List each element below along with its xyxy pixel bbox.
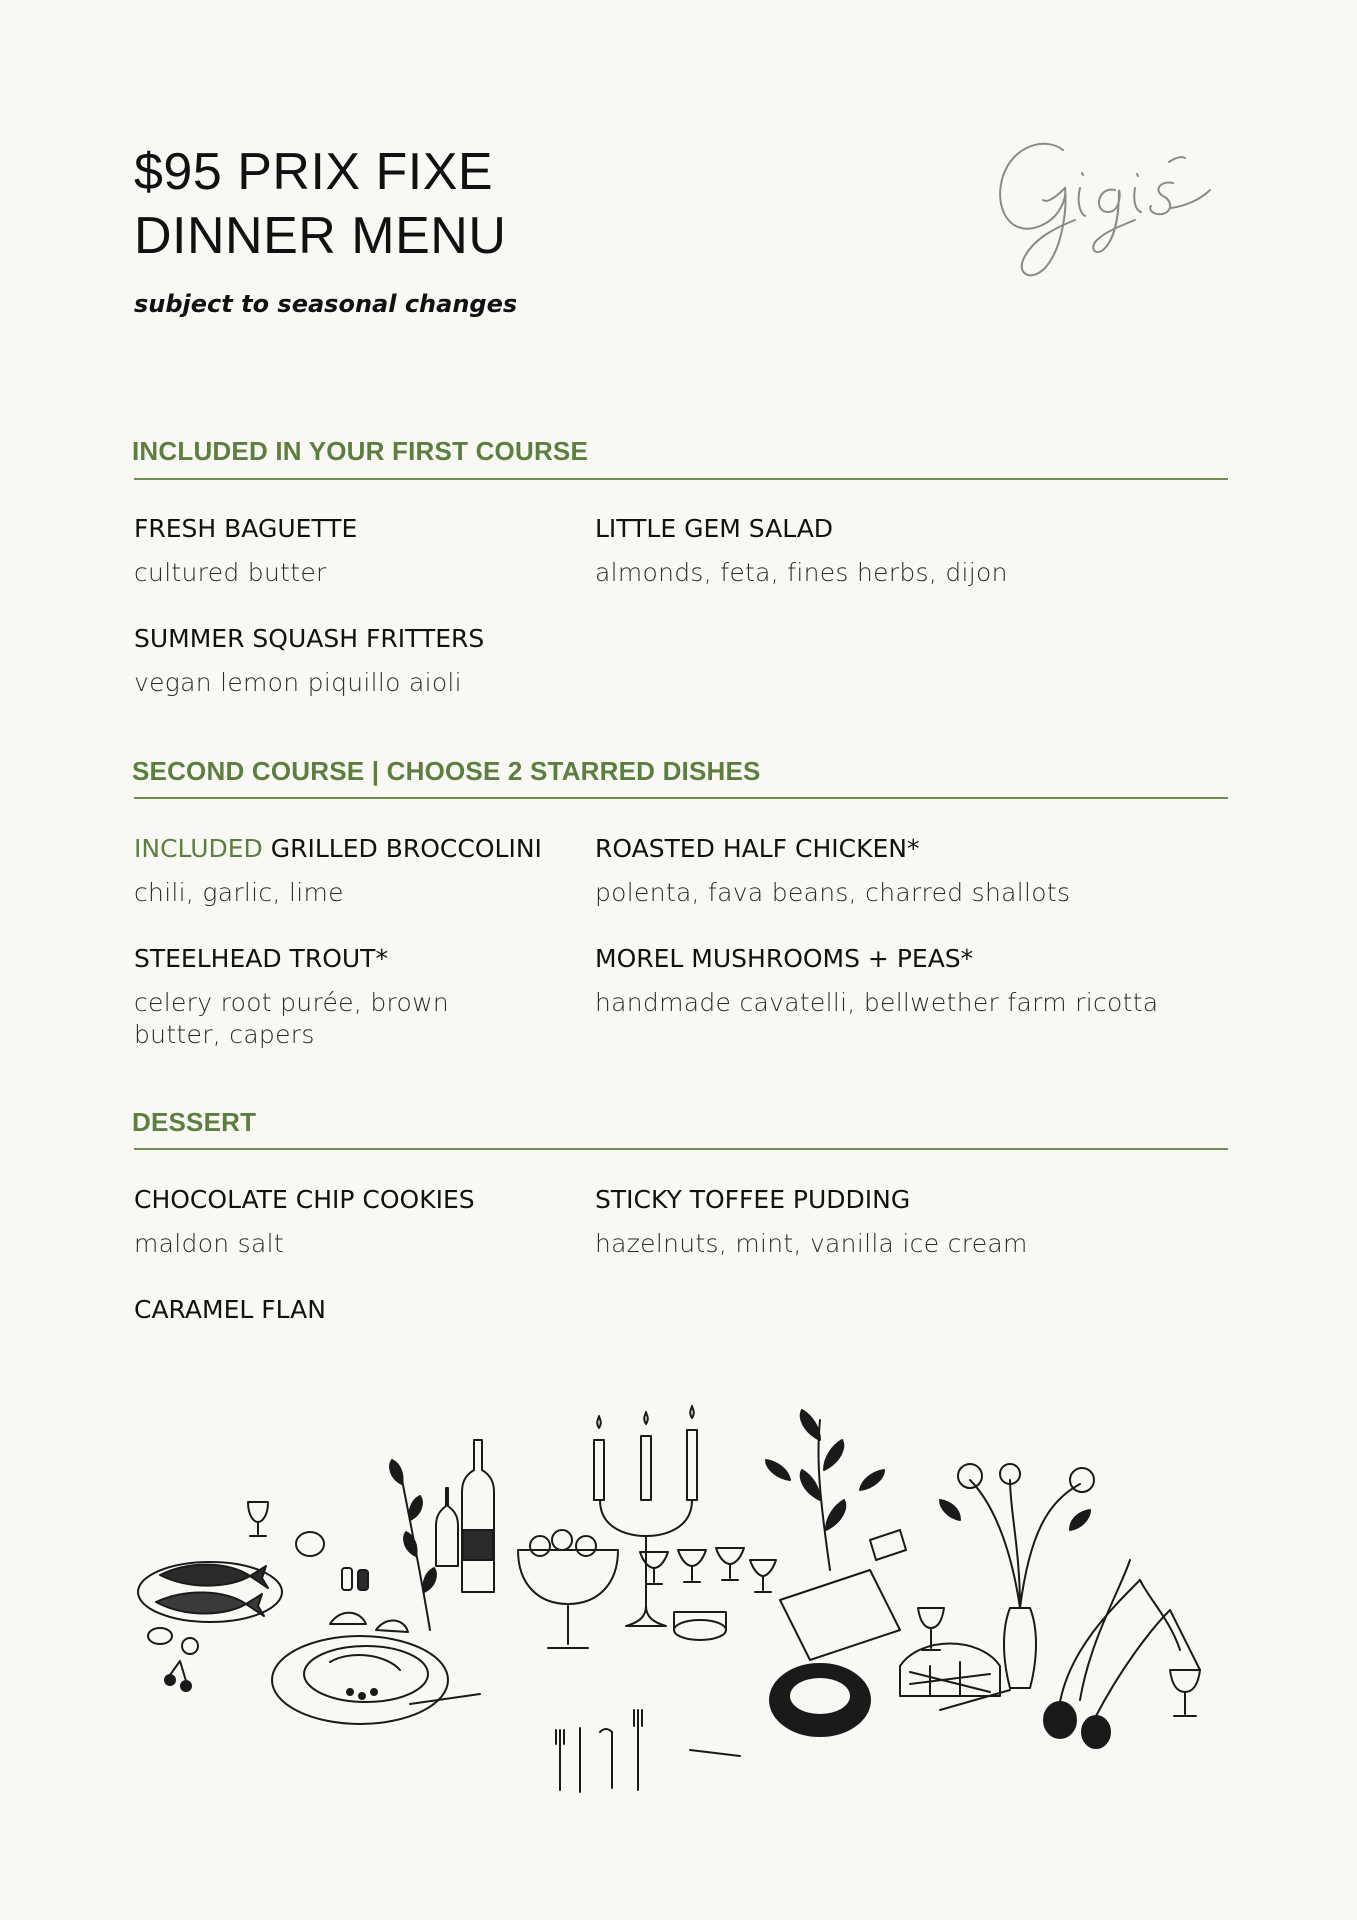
menu-item-name: FRESH BAGUETTE (134, 514, 358, 543)
menu-item (134, 944, 534, 1051)
menu-title (134, 140, 506, 268)
menu-item (134, 624, 574, 699)
menu-item (134, 834, 574, 909)
section-divider (134, 797, 1228, 799)
menu-item (134, 514, 574, 589)
menu-item-description: maldon salt (134, 1229, 284, 1258)
section-title-first-course: INCLUDED IN YOUR FIRST COURSE (132, 436, 589, 466)
menu-item-name: STICKY TOFFEE PUDDING (595, 1185, 911, 1214)
fish-platter-graphic (138, 1562, 282, 1622)
menu-item (134, 1295, 574, 1325)
menu-item (595, 514, 1235, 589)
menu-item-description: vegan lemon piquillo aioli (134, 668, 462, 697)
menu-item-name: SUMMER SQUASH FRITTERS (134, 624, 485, 653)
restaurant-logo (985, 128, 1235, 278)
menu-item-name: MOREL MUSHROOMS + PEAS* (595, 944, 974, 973)
menu-item-name: CARAMEL FLAN (134, 1295, 326, 1324)
menu-item-description: polenta, fava beans, charred shallots (595, 878, 1071, 907)
table-illustration (130, 1380, 1230, 1800)
menu-item-description: handmade cavatelli, bellwether farm ricotta (595, 988, 1159, 1017)
menu-item-description: almonds, feta, fines herbs, dijon (595, 558, 1008, 587)
menu-item (595, 944, 1235, 1019)
menu-title-line2: DINNER MENU (134, 207, 507, 265)
section-divider (134, 1148, 1228, 1150)
menu-item-name: STEELHEAD TROUT* (134, 944, 388, 973)
menu-item (595, 1185, 1235, 1260)
menu-subtitle: subject to seasonal changes (134, 290, 518, 318)
menu-item-description: celery root purée, brown butter, capers (134, 988, 450, 1049)
menu-item-description: hazelnuts, mint, vanilla ice cream (595, 1229, 1028, 1258)
section-divider (134, 478, 1228, 480)
menu-item-description: cultured butter (134, 558, 327, 587)
menu-item-name (134, 834, 574, 864)
logo-script-graphic (985, 128, 1235, 278)
menu-item-name: LITTLE GEM SALAD (595, 514, 834, 543)
menu-item-name: ROASTED HALF CHICKEN* (595, 834, 920, 863)
section-title-second-course: SECOND COURSE | CHOOSE 2 STARRED DISHES (132, 756, 761, 786)
menu-title-line1: $95 PRIX FIXE (134, 143, 494, 201)
menu-item (595, 834, 1235, 909)
menu-item-name: CHOCOLATE CHIP COOKIES (134, 1185, 475, 1214)
menu-item (134, 1185, 574, 1260)
menu-item-name-text: GRILLED BROCCOLINI (270, 834, 542, 863)
included-tag: INCLUDED (134, 834, 263, 863)
section-title-dessert: DESSERT (132, 1107, 257, 1137)
menu-item-description: chili, garlic, lime (134, 878, 344, 907)
